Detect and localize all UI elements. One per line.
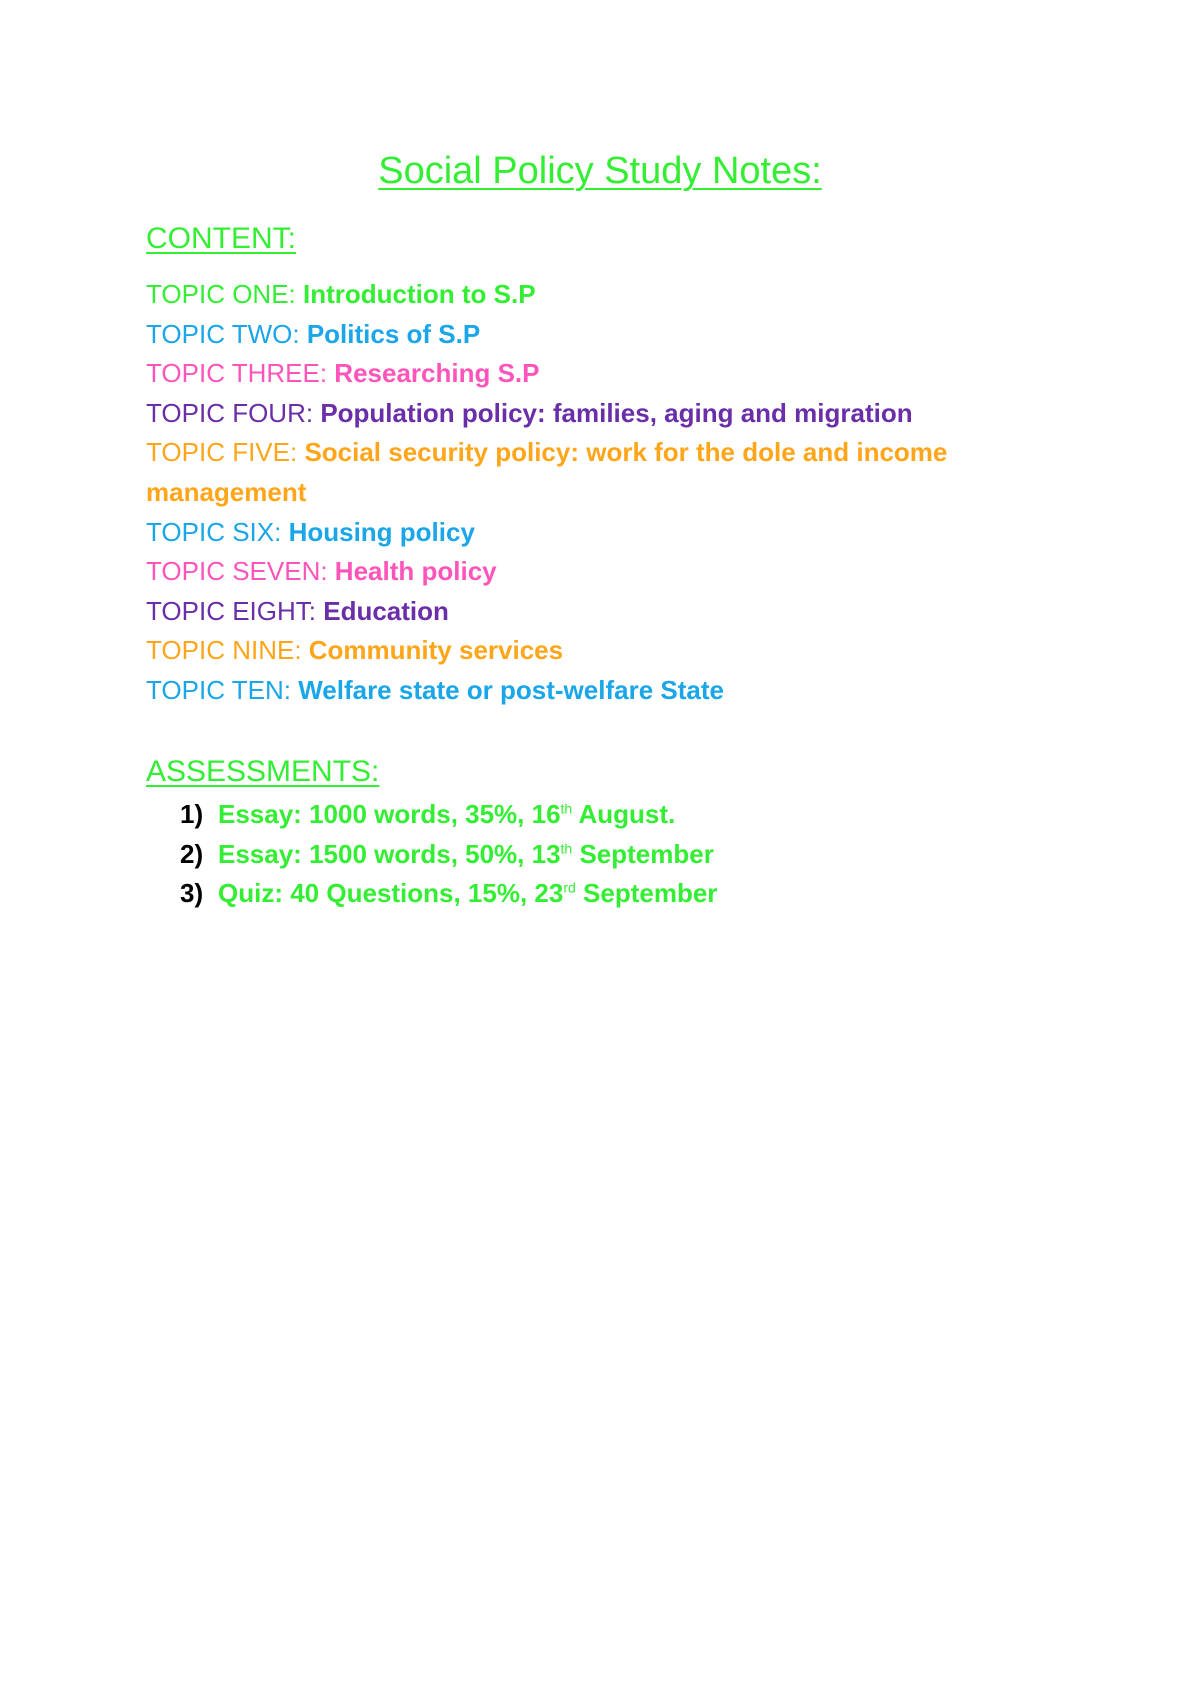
topic-label: TOPIC FIVE: bbox=[146, 437, 298, 468]
topic-text: Education bbox=[316, 595, 449, 626]
page-title: Social Policy Study Notes: bbox=[378, 150, 822, 192]
topic-label: TOPIC TEN: bbox=[146, 674, 291, 705]
list-number: 3) bbox=[180, 878, 204, 909]
ordinal-suffix: th bbox=[560, 839, 573, 856]
list-number: 1) bbox=[180, 799, 204, 829]
topic-item bbox=[146, 433, 1026, 512]
topic-item bbox=[146, 354, 1046, 394]
assessment-text: Quiz: 40 Questions, 15%, 23 bbox=[218, 878, 564, 909]
assessment-date: September bbox=[572, 838, 714, 869]
assessment-text: Essay: 1000 words, 35%, 16 bbox=[218, 799, 561, 829]
topic-text: Politics of S.P bbox=[299, 318, 481, 349]
topic-label: TOPIC ONE: bbox=[146, 279, 296, 309]
assessment-item bbox=[180, 874, 1080, 914]
assessment-item bbox=[180, 795, 1080, 835]
topic-list bbox=[146, 275, 1046, 711]
topic-label: TOPIC EIGHT: bbox=[146, 595, 316, 626]
topic-label: TOPIC SEVEN: bbox=[146, 556, 328, 587]
topic-text: Community services bbox=[301, 635, 564, 666]
topic-text: Introduction to S.P bbox=[295, 279, 536, 309]
ordinal-suffix: th bbox=[560, 800, 573, 817]
topic-label: TOPIC THREE: bbox=[146, 358, 328, 389]
topic-item bbox=[146, 394, 1046, 434]
topic-label: TOPIC SIX: bbox=[146, 516, 282, 547]
assessment-text: Essay: 1500 words, 50%, 13 bbox=[218, 838, 561, 869]
assessment-date: September bbox=[575, 878, 718, 909]
assessments-heading: ASSESSMENTS: bbox=[146, 755, 380, 788]
topic-item bbox=[146, 315, 1046, 355]
content-heading: CONTENT: bbox=[146, 222, 296, 255]
topic-item bbox=[146, 631, 1046, 671]
topic-item bbox=[146, 275, 1046, 315]
ordinal-suffix: rd bbox=[563, 879, 576, 896]
assessment-list bbox=[180, 795, 1080, 914]
topic-text: Housing policy bbox=[281, 516, 475, 547]
assessment-item bbox=[180, 835, 1080, 875]
topic-item bbox=[146, 592, 1046, 632]
topic-item bbox=[146, 671, 1046, 711]
topic-text: Social security policy: work for the dole and income management bbox=[146, 437, 948, 507]
topic-item bbox=[146, 552, 1046, 592]
topic-label: TOPIC NINE: bbox=[146, 635, 302, 666]
topic-text: Researching S.P bbox=[327, 358, 540, 389]
topic-item bbox=[146, 513, 1046, 553]
topic-text: Welfare state or post-welfare State bbox=[290, 674, 724, 705]
topic-text: Population policy: families, aging and migration bbox=[313, 397, 913, 428]
list-number: 2) bbox=[180, 838, 204, 869]
topic-label: TOPIC FOUR: bbox=[146, 397, 314, 428]
topic-text: Health policy bbox=[327, 556, 497, 587]
topic-label: TOPIC TWO: bbox=[146, 318, 300, 349]
assessment-date: August. bbox=[572, 799, 676, 829]
